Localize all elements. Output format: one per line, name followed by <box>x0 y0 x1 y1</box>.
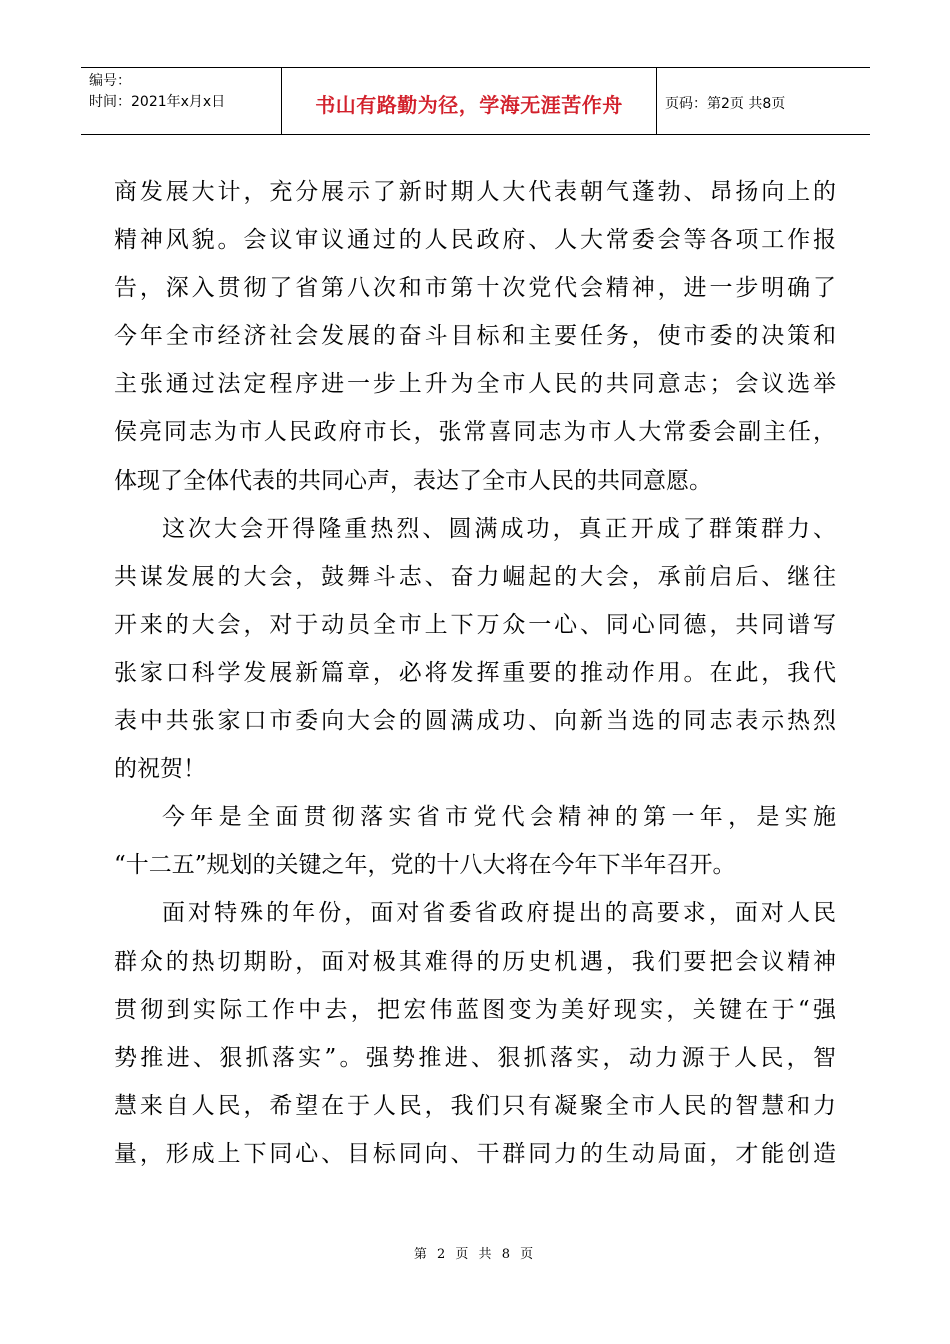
text-line: 商发展大计，充分展示了新时期人大代表朝气蓬勃、昂扬向上的 <box>114 179 836 205</box>
paragraph-start-line: 这次大会开得隆重热烈、圆满成功，真正开成了群策群力、 <box>162 515 836 542</box>
text-line: 告，深入贯彻了省第八次和市第十次党代会精神，进一步明确了 <box>114 275 836 302</box>
text-line: 表中共张家口市委向大会的圆满成功、向新当选的同志表示热烈 <box>114 708 836 735</box>
text-line: “十二五”规划的关键之年，党的十八大将在今年下半年召开。 <box>114 852 736 879</box>
document-body <box>114 168 836 1178</box>
text-line: 的祝贺！ <box>114 756 206 783</box>
header-page-info: 页码：第2页 共8页 <box>665 96 786 112</box>
text-line: 主张通过法定程序进一步上升为全市人民的共同意志；会议选举 <box>114 371 836 398</box>
text-line: 张家口科学发展新篇章，必将发挥重要的推动作用。在此，我代 <box>114 659 836 686</box>
paragraph-start-line: 面对特殊的年份，面对省委省政府提出的高要求，面对人民 <box>162 900 836 927</box>
document-header <box>81 67 870 135</box>
header-meta <box>81 68 282 134</box>
time-label: 时间：2021年x月x日 <box>89 94 226 110</box>
text-line: 群众的热切期盼，面对极其难得的历史机遇，我们要把会议精神 <box>114 948 836 975</box>
text-line: 体现了全体代表的共同心声，表达了全市人民的共同意愿。 <box>114 467 712 494</box>
text-line: 量，形成上下同心、目标同向、干群同力的生动局面，才能创造 <box>114 1140 836 1167</box>
text-line: 开来的大会，对于动员全市上下万众一心、同心同德，共同谱写 <box>114 611 836 638</box>
text-line: 共谋发展的大会，鼓舞斗志、奋力崛起的大会，承前启后、继往 <box>114 563 836 590</box>
text-line: 慧来自人民，希望在于人民，我们只有凝聚全市人民的智慧和力 <box>114 1092 836 1119</box>
number-label: 编号： <box>89 73 131 89</box>
text-line: 精神风貌。会议审议通过的人民政府、人大常委会等各项工作报 <box>114 227 836 254</box>
text-line: 势推进、狠抓落实”。强势推进、狠抓落实，动力源于人民，智 <box>114 1044 836 1071</box>
text-line: 侯亮同志为市人民政府市长，张常喜同志为市人大常委会副主任， <box>114 419 836 446</box>
paragraph-start-line: 今年是全面贯彻落实省市党代会精神的第一年，是实施 <box>162 804 836 831</box>
text-line: 贯彻到实际工作中去，把宏伟蓝图变为美好现实，关键在于“强 <box>114 996 836 1023</box>
page-footer: 第 2 页 共 8 页 <box>413 1247 537 1262</box>
header-motto: 书山有路勤为径，学海无涯苦作舟 <box>282 68 657 134</box>
text-line: 今年全市经济社会发展的奋斗目标和主要任务，使市委的决策和 <box>114 323 836 350</box>
